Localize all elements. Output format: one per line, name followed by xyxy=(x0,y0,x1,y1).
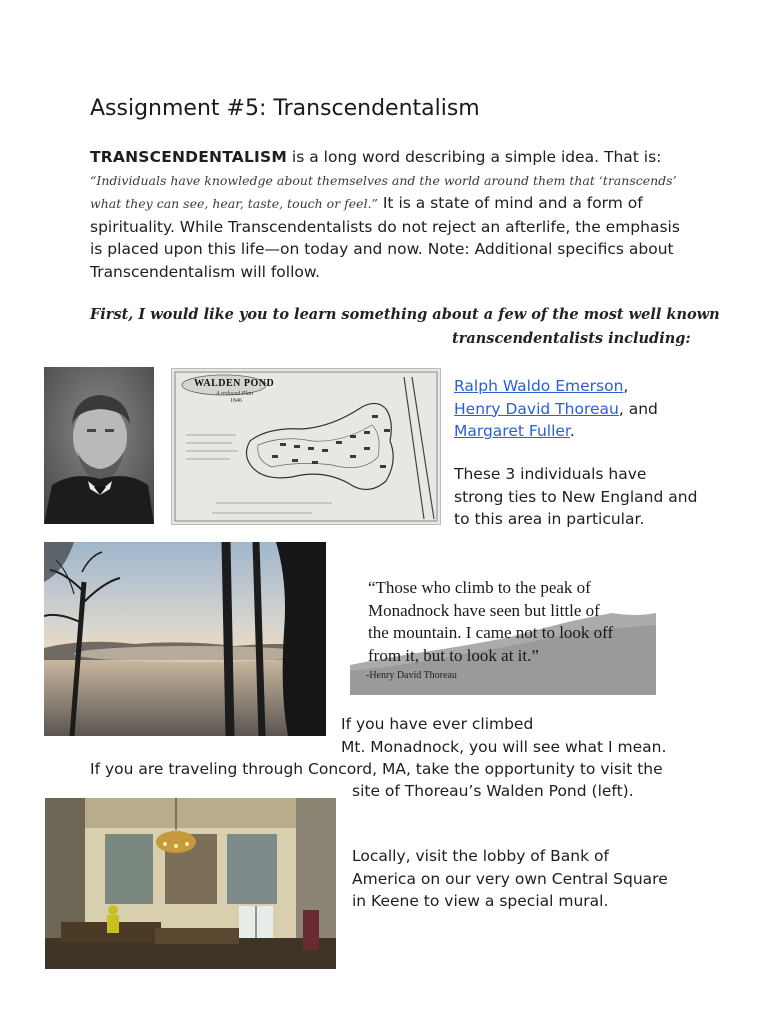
walden-pond-map xyxy=(171,368,441,525)
instruction-line-1: First, I would like you to learn something about a few of the most well known xyxy=(90,306,720,323)
concord-line-2: site of Thoreau’s Walden Pond (left). xyxy=(352,782,634,800)
quote-attribution: -Henry David Thoreau xyxy=(366,670,457,681)
quote-text: “Those who climb to the peak of Monadnock have seen but little of the mountain. I came not to look off from it, but to look at it.” xyxy=(368,578,614,665)
thoreau-quote-image xyxy=(350,573,656,695)
transcendentalist-links: Ralph Waldo Emerson, Henry David Thoreau, and Margaret Fuller. xyxy=(454,377,658,440)
new-england-ties-text: These 3 individuals have strong ties to New England and to this area in particular. xyxy=(454,465,698,528)
emerson-link[interactable]: Ralph Waldo Emerson xyxy=(454,377,624,395)
intro-text: is a long word describing a simple idea. That is: xyxy=(287,148,662,166)
intro-rest: It is a state of mind and a form of spirituality. While Transcendentalists do not reject an afterlife, the emphasis is placed upon this life—on today and now. Note: Additional specifics about Transcendentalism will follow. xyxy=(90,194,680,281)
definition-quote: “Individuals have knowledge about themselves and the world around them that ‘transcends’ what they can see, hear, taste, touch or feel.” xyxy=(90,172,677,211)
concord-line-1: If you are traveling through Concord, MA, take the opportunity to visit the xyxy=(90,760,663,778)
term-bold: TRANSCENDENTALISM xyxy=(90,148,287,166)
monadnock-line-1: If you have ever climbed xyxy=(341,715,534,733)
walden-pond-photo xyxy=(44,542,326,736)
thoreau-link[interactable]: Henry David Thoreau xyxy=(454,399,619,418)
monadnock-line-2: Mt. Monadnock, you will see what I mean. xyxy=(341,738,667,756)
local-mural-text: Locally, visit the lobby of Bank of America on our very own Central Square in Keene to view a special mural. xyxy=(352,847,668,910)
intro-paragraph xyxy=(90,146,690,283)
map-title: WALDEN POND xyxy=(194,378,275,389)
fuller-link[interactable]: Margaret Fuller xyxy=(454,422,570,440)
map-year: 1846 xyxy=(230,398,242,404)
instruction-line-2: transcendentalists including: xyxy=(452,330,691,347)
map-subtitle: A reduced Plan xyxy=(216,391,253,397)
bank-lobby-photo xyxy=(45,798,336,969)
thoreau-portrait xyxy=(44,367,154,524)
page-title: Assignment #5: Transcendentalism xyxy=(90,96,480,121)
